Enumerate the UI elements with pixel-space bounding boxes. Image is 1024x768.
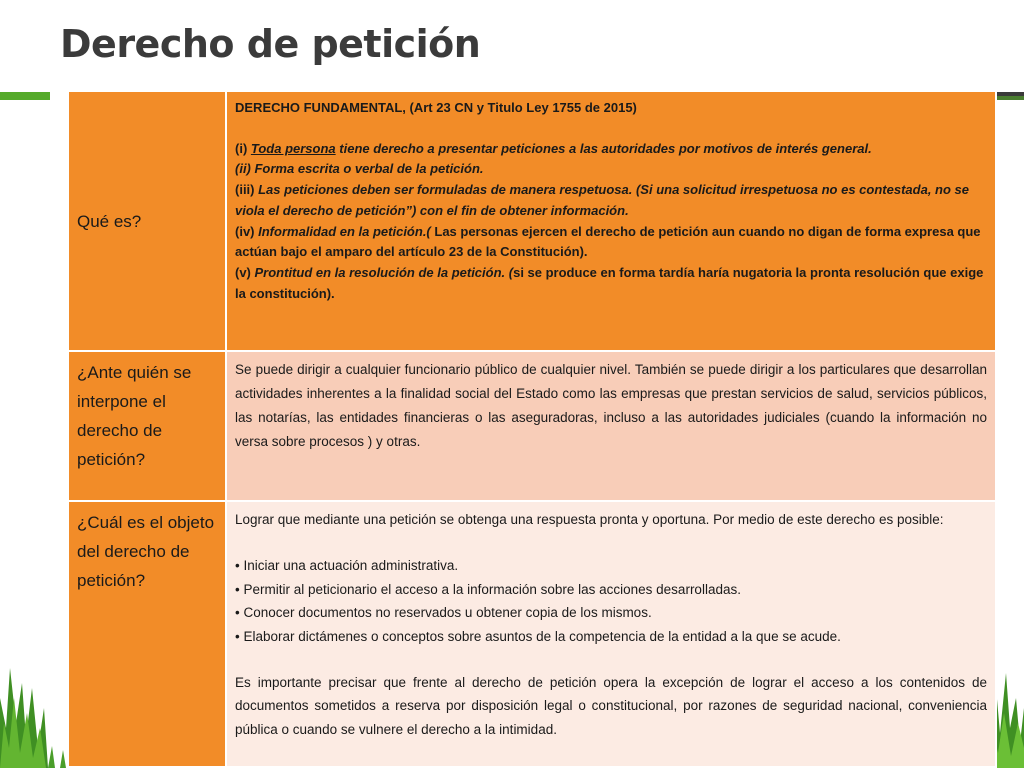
table-row [68,91,996,351]
petition-table [67,90,997,768]
purpose-closing: Es importante precisar que frente al derecho de petición opera la excepción de lograr el acceso a los contenidos de documentos sometidos a reserva por disposición legal o constitucional, por razones de seguridad nacional, conveniencia pública o cuando se vulnere el derecho a la intimidad. [235,675,987,737]
definition-header: DERECHO FUNDAMENTAL, (Art 23 CN y Titulo Ley 1755 de 2015) [235,100,637,115]
accent-band-left [0,92,50,100]
definition-item-ii: (ii) Forma escrita o verbal de la petición. [235,161,484,177]
question-cell: ¿Cuál es el objeto del derecho de petición? [68,501,226,767]
question-cell: Qué es? [68,91,226,351]
definition-item-iv: (iv) Informalidad en la petición.( Las personas ejercen el derecho de petición aun cuando no digan de forma expresa que actúan bajo el amparo del artículo 23 de la Constitución). [235,223,981,260]
answer-cell-purpose [226,501,996,767]
definition-item-v: (v) Prontitud en la resolución de la petición. (si se produce en forma tardía haría nugatoria la pronta resolución que exige la constitución). [235,264,984,301]
purpose-intro: Lograr que mediante una petición se obtenga una respuesta pronta y oportuna. Por medio de este derecho es posible: [235,512,944,527]
table-row [68,351,996,501]
definition-item-i: (i) Toda persona tiene derecho a presentar peticiones a las autoridades por motivos de interés general. [235,140,872,156]
table-row [68,501,996,767]
purpose-bullet: • Elaborar dictámenes o conceptos sobre asuntos de la competencia de la entidad a la que se acude. [235,628,841,644]
question-cell: ¿Ante quién se interpone el derecho de petición? [68,351,226,501]
answer-cell-recipients: Se puede dirigir a cualquier funcionario público de cualquier nivel. También se puede dirigir a los particulares que desarrollan actividades inherentes a la finalidad social del Estado como las empresas que prestan servicios de salud, servicios públicos, las notarías, las entidades financieras o las aseguradoras, incluso a las autoridades judiciales (cuando la información no versa sobre procesos ) y otras. [226,351,996,501]
purpose-bullet: • Conocer documentos no reservados u obtener copia de los mismos. [235,605,652,621]
answer-cell-definition [226,91,996,351]
accent-band-right [995,92,1024,100]
slide-title: Derecho de petición [60,22,481,66]
definition-item-iii: (iii) Las peticiones deben ser formuladas de manera respetuosa. (Si una solicitud irrespetuosa no es contestada, no se viola el derecho de petición”) con el fin de obtener información. [235,182,969,218]
purpose-bullet: • Iniciar una actuación administrativa. [235,558,459,574]
purpose-bullet: • Permitir al peticionario el acceso a la información sobre las acciones desarrolladas. [235,581,741,597]
